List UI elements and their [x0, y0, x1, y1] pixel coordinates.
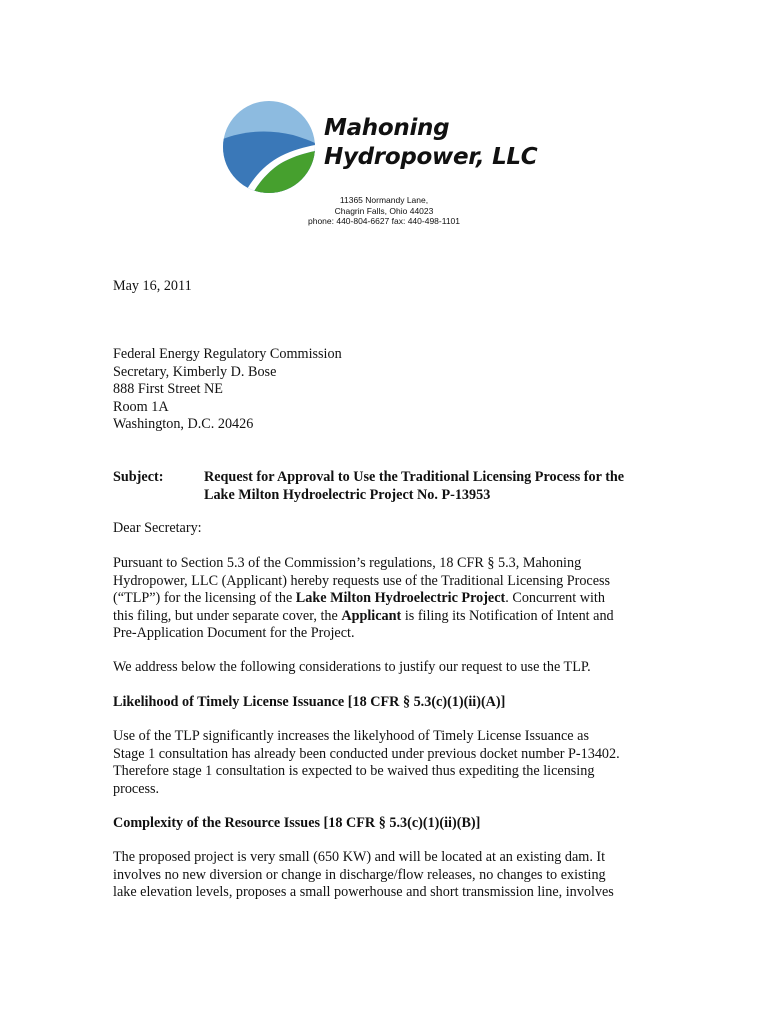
- company-name-line1: Mahoning: [324, 115, 450, 141]
- company-logo-icon: [223, 101, 315, 193]
- paragraph-line: involves no new diversion or change in discharge/flow releases, no changes to existing: [113, 866, 606, 883]
- address-line: 11365 Normandy Lane,: [339, 195, 429, 205]
- salutation: Dear Secretary:: [113, 520, 202, 536]
- text-run: this filing, but under separate cover, the: [113, 607, 342, 624]
- paragraph-line: Hydropower, LLC (Applicant) hereby requests use of the Traditional Licensing Process: [113, 572, 611, 589]
- paragraph-line: process.: [113, 780, 160, 797]
- applicant-bold: Applicant: [341, 607, 402, 624]
- subject-line: Request for Approval to Use the Traditional Licensing Process for the: [204, 469, 625, 485]
- paragraph-line: Pursuant to Section 5.3 of the Commission’s regulations, 18 CFR § 5.3, Mahoning: [113, 555, 582, 571]
- recipient-line: Room 1A: [113, 398, 169, 415]
- recipient-address: [113, 346, 342, 434]
- paragraph-line: [113, 590, 614, 608]
- paragraph-line: Use of the TLP significantly increases the likelyhood of Timely License Issuance as: [113, 728, 589, 744]
- recipient-line: Federal Energy Regulatory Commission: [113, 346, 342, 362]
- text-run: . Concurrent with: [505, 590, 605, 606]
- recipient-line: 888 First Street NE: [113, 381, 223, 397]
- company-name: [324, 114, 537, 172]
- recipient-line: Washington, D.C. 20426: [113, 416, 254, 432]
- paragraph-line: The proposed project is very small (650 KW) and will be located at an existing dam. It: [113, 849, 606, 865]
- project-name-bold: Lake Milton Hydroelectric Project: [295, 590, 506, 606]
- paragraph-line: Pre-Application Document for the Project.: [113, 625, 355, 641]
- company-name-line2: Hydropower, LLC: [324, 144, 538, 170]
- subject-label: Subject:: [113, 469, 164, 485]
- section-heading-complexity: Complexity of the Resource Issues [18 CFR § 5.3(c)(1)(ii)(B)]: [113, 815, 481, 831]
- paragraph-timely-issuance: [113, 728, 620, 798]
- text-run: (“TLP”) for the licensing of the: [113, 590, 296, 606]
- paragraph-line: lake elevation levels, proposes a small powerhouse and short transmission line, involves: [113, 884, 614, 900]
- subject-text: [204, 469, 624, 504]
- address-line: Chagrin Falls, Ohio 44023: [334, 205, 434, 216]
- paragraph-line: Stage 1 consultation has already been conducted under previous docket number P-13402.: [113, 745, 620, 762]
- paragraph-line: We address below the following considerations to justify our request to use the TLP.: [113, 659, 591, 675]
- paragraph-considerations: [113, 659, 591, 677]
- paragraph-line: Therefore stage 1 consultation is expected to be waived thus expediting the licensing: [113, 763, 595, 779]
- paragraph-complexity: [113, 849, 614, 902]
- section-heading-timely-issuance: Likelihood of Timely License Issuance [18 CFR § 5.3(c)(1)(ii)(A)]: [113, 694, 506, 710]
- text-run: is filing its Notification of Intent and: [401, 607, 614, 624]
- letter-date: May 16, 2011: [113, 278, 192, 294]
- contact-line: phone: 440-804-6627 fax: 440-498-1101: [307, 216, 461, 226]
- recipient-line: Secretary, Kimberly D. Bose: [113, 363, 277, 380]
- subject-line: Lake Milton Hydroelectric Project No. P-13953: [204, 486, 491, 503]
- company-address: [292, 195, 476, 227]
- paragraph-line: [113, 608, 614, 626]
- paragraph-request: [113, 555, 614, 643]
